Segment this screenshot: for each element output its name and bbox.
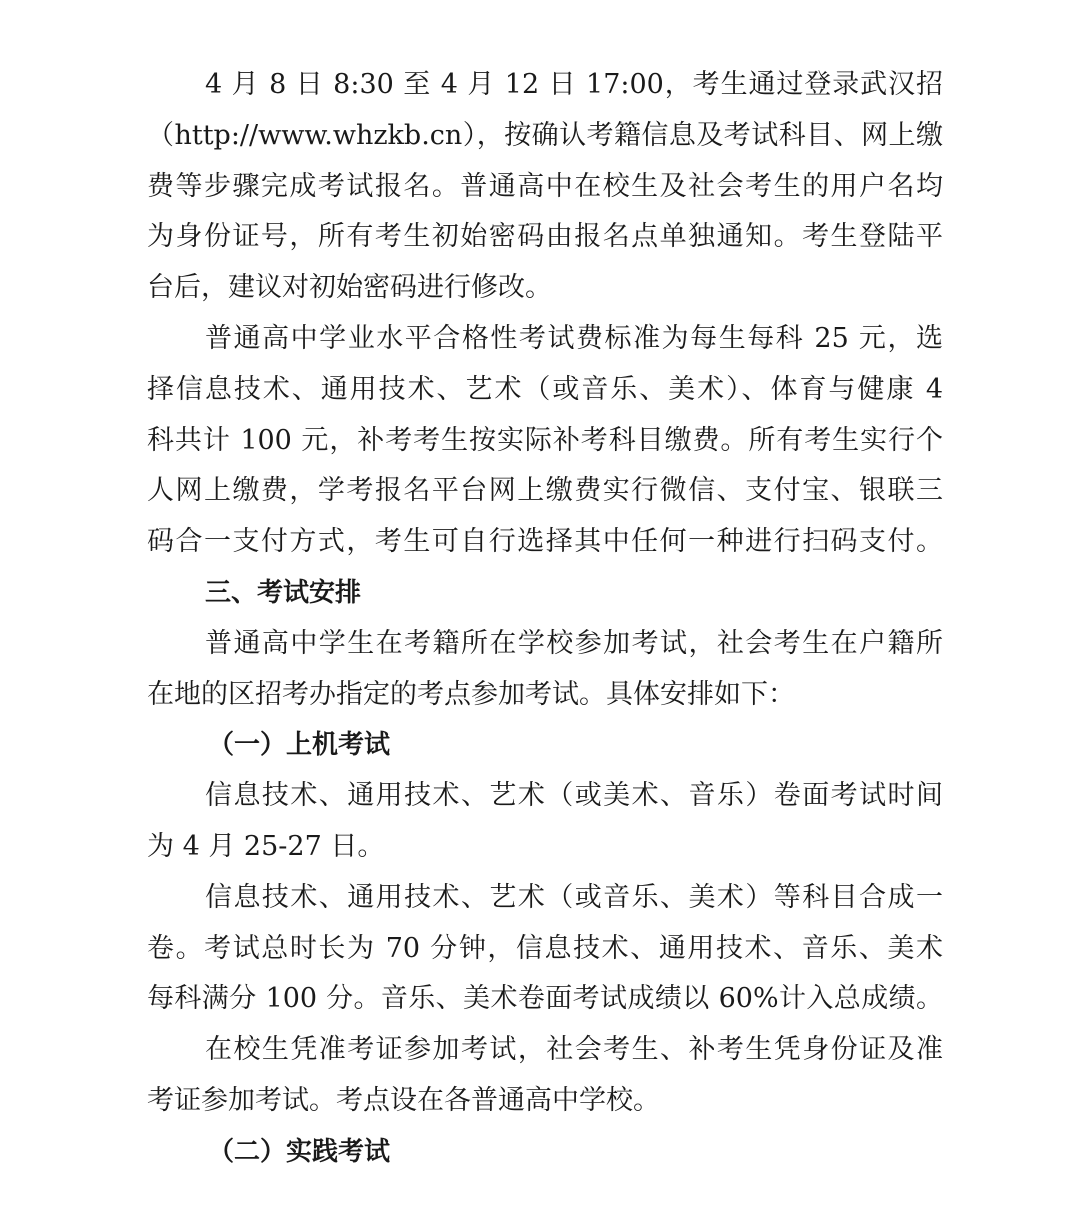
text-line: 人网上缴费，学考报名平台网上缴费实行微信、支付宝、银联三: [147, 475, 943, 507]
text-line: 在地的区招考办指定的考点参加考试。具体安排如下：: [147, 678, 795, 710]
text-line: 码合一支付方式，考生可自行选择其中任何一种进行扫码支付。: [147, 526, 943, 558]
text-line: 费等步骤完成考试报名。普通高中在校生及社会考生的用户名均: [147, 170, 943, 202]
text-line: 4 月 8 日 8:30 至 4 月 12 日 17:00，考生通过登录武汉招: [205, 69, 943, 100]
section-heading: （二）实践考试: [208, 1136, 391, 1167]
text-line: 台后，建议对初始密码进行修改。: [147, 272, 552, 304]
text-line: 卷。考试总时长为 70 分钟，信息技术、通用技术、音乐、美术: [147, 932, 943, 964]
text-line: 在校生凭准考证参加考试，社会考生、补考生凭身份证及准: [205, 1034, 943, 1066]
text-line: 普通高中学业水平合格性考试费标准为每生每科 25 元，选: [205, 323, 943, 354]
text-line: 信息技术、通用技术、艺术（或音乐、美术）等科目合成一: [205, 881, 943, 913]
text-line: （http://www.whzkb.cn），按确认考籍信息及考试科目、网上缴: [147, 119, 943, 151]
text-line: 择信息技术、通用技术、艺术（或音乐、美术）、体育与健康 4: [147, 373, 943, 405]
text-line: 普通高中学生在考籍所在学校参加考试，社会考生在户籍所: [205, 627, 943, 659]
text-line: 每科满分 100 分。音乐、美术卷面考试成绩以 60%计入总成绩。: [147, 983, 943, 1015]
text-line: 为 4 月 25-27 日。: [147, 831, 385, 862]
text-line: 为身份证号，所有考生初始密码由报名点单独通知。考生登陆平: [147, 221, 943, 253]
section-heading: （一）上机考试: [208, 730, 391, 761]
section-heading: 三、考试安排: [205, 578, 362, 608]
text-line: 科共计 100 元，补考考生按实际补考科目缴费。所有考生实行个: [147, 424, 943, 456]
text-line: 信息技术、通用技术、艺术（或美术、音乐）卷面考试时间: [205, 780, 943, 812]
text-line: 考证参加考试。考点设在各普通高中学校。: [147, 1085, 660, 1116]
